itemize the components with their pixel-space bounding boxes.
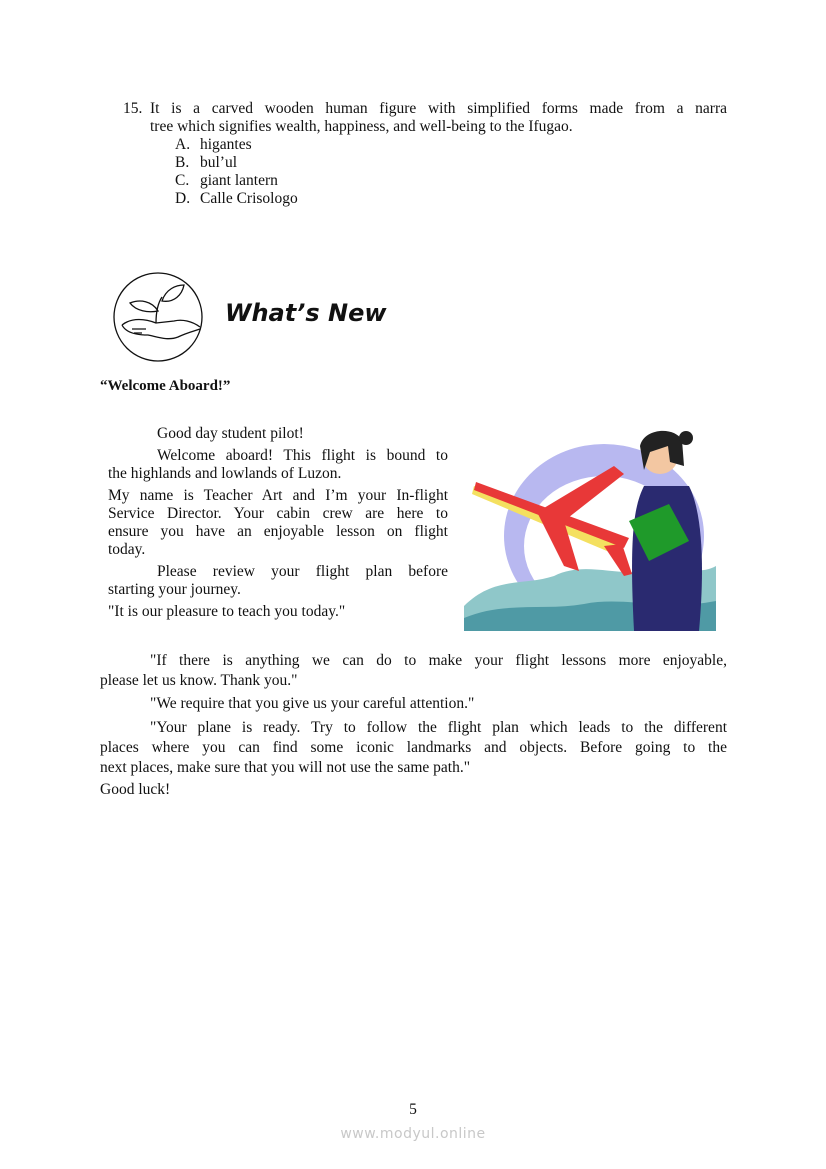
section-title: What’s New bbox=[225, 299, 387, 327]
text-line: ensure you have an enjoyable lesson on flight bbox=[108, 523, 448, 540]
page-number: 5 bbox=[409, 1101, 417, 1118]
text-line: "It is our pleasure to teach you today." bbox=[108, 603, 346, 620]
text-line: Good day student pilot! bbox=[157, 425, 304, 442]
text-line: "Your plane is ready. Try to follow the flight plan which leads to the different bbox=[150, 719, 727, 736]
watermark: www.modyul.online bbox=[340, 1126, 486, 1142]
text-line: "We require that you give us your careful attention." bbox=[150, 695, 475, 712]
text-line: "If there is anything we can do to make your flight lessons more enjoyable, bbox=[150, 652, 727, 669]
question-text-line1: It is a carved wooden human figure with simplified forms made from a narra bbox=[150, 100, 727, 117]
text-line: starting your journey. bbox=[108, 581, 241, 598]
text-line: today. bbox=[108, 541, 146, 558]
text-line: Good luck! bbox=[100, 781, 171, 798]
text-line: My name is Teacher Art and I’m your In-flight bbox=[108, 487, 448, 504]
question-text-line2: tree which signifies wealth, happiness, and well-being to the Ifugao. bbox=[150, 118, 573, 135]
hand-holding-seedling-icon bbox=[112, 271, 204, 363]
text-line: the highlands and lowlands of Luzon. bbox=[108, 465, 342, 482]
option-text: Calle Crisologo bbox=[200, 190, 298, 207]
option-letter: B. bbox=[175, 154, 190, 171]
text-line: next places, make sure that you will not use the same path." bbox=[100, 759, 471, 776]
question-number: 15. bbox=[123, 100, 143, 117]
option-text: higantes bbox=[200, 136, 252, 153]
flight-attendant-with-airplane-illustration bbox=[464, 426, 716, 631]
option-letter: A. bbox=[175, 136, 191, 153]
option-text: giant lantern bbox=[200, 172, 278, 189]
text-line: Please review your flight plan before bbox=[157, 563, 448, 580]
activity-title: “Welcome Aboard!” bbox=[100, 378, 231, 394]
text-line: please let us know. Thank you." bbox=[100, 672, 298, 689]
option-text: bul’ul bbox=[200, 154, 238, 171]
text-line: places where you can find some iconic landmarks and objects. Before going to the bbox=[100, 739, 727, 756]
option-letter: C. bbox=[175, 172, 190, 189]
text-line: Service Director. Your cabin crew are here to bbox=[108, 505, 448, 522]
text-line: Welcome aboard! This flight is bound to bbox=[157, 447, 448, 464]
option-letter: D. bbox=[175, 190, 191, 207]
